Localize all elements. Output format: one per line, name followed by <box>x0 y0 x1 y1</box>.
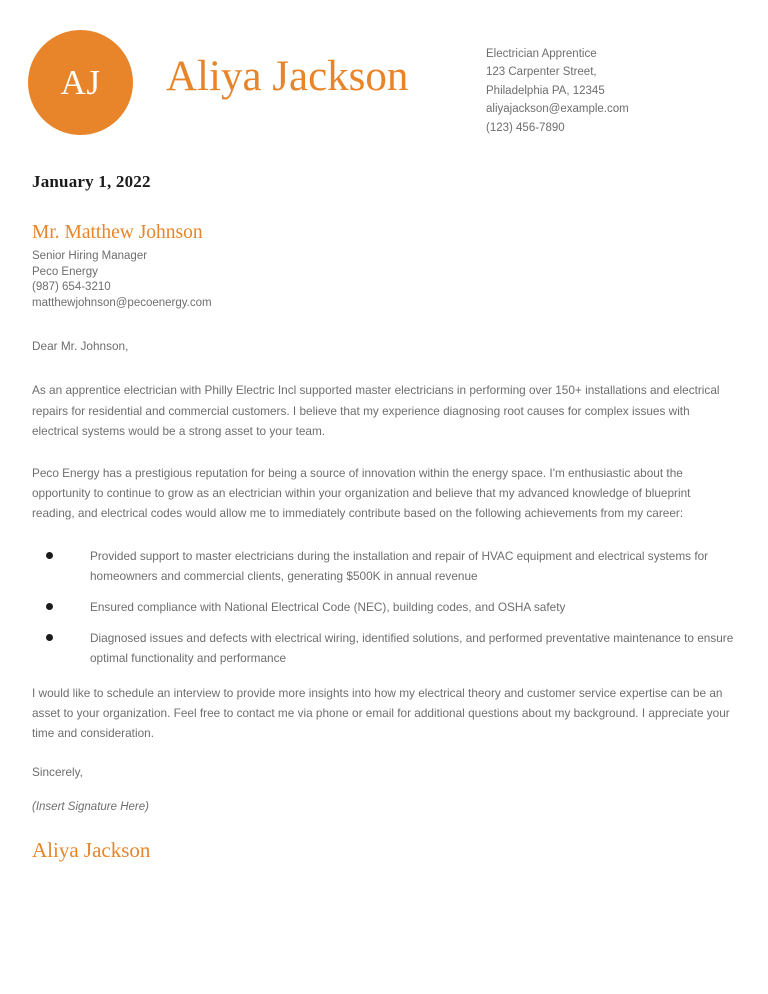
letter-body <box>32 172 736 862</box>
signature-placeholder: (Insert Signature Here) <box>32 801 149 814</box>
recipient-name: Mr. Matthew Johnson <box>32 222 203 243</box>
page-title: Aliya Jackson <box>166 53 409 100</box>
body-paragraph-1: As an apprentice electrician with Philly Electric Incl supported master electricians in performing over 150+ installations and electrical repairs for residential and commercial customers. I believe that my experience diagnosing root causes for complex issues with electrical systems would be a strong asset to your team. <box>32 383 720 438</box>
sign-off: Sincerely, <box>32 765 83 780</box>
bullet-icon <box>46 603 53 610</box>
bullet-icon <box>46 634 53 641</box>
monogram-initials: AJ <box>60 63 101 102</box>
achievements-list <box>32 546 736 669</box>
recipient-email: matthewjohnson@pecoenergy.com <box>32 296 212 309</box>
sender-address-line-1: 123 Carpenter Street, <box>486 66 597 79</box>
salutation: Dear Mr. Johnson, <box>32 339 129 354</box>
sender-contact-block <box>486 45 736 137</box>
recipient-title: Senior Hiring Manager <box>32 250 148 263</box>
monogram-circle <box>28 30 133 135</box>
achievement-text: Provided support to master electricians during the installation and repair of HVAC equipment and electrical systems for homeowners and commercial clients, generating $500K in annual revenue <box>90 548 709 583</box>
body-paragraph-2: Peco Energy has a prestigious reputation for being a source of innovation within the energy space. I'm enthusiastic about the opportunity to continue to grow as an electrician within your organization and believe that my advanced knowledge of blueprint reading, and electrical codes would allow me to immediately contribute based on the following achievements from my career: <box>32 466 691 521</box>
recipient-phone: (987) 654-3210 <box>32 281 111 294</box>
recipient-company: Peco Energy <box>32 265 98 278</box>
list-item <box>46 597 736 617</box>
closing-paragraph: I would like to schedule an interview to provide more insights into how my electrical theory and customer service expertise can be an asset to your organization. Feel free to contact me via phone or email for additional questions about my background. I appreciate your time and consideration. <box>32 685 730 741</box>
letter-header <box>0 0 768 152</box>
list-item <box>46 546 736 586</box>
signature-name: Aliya Jackson <box>32 838 151 863</box>
bullet-icon <box>46 552 53 559</box>
letter-date: January 1, 2022 <box>32 172 151 191</box>
sender-address-line-2: Philadelphia PA, 12345 <box>486 84 605 97</box>
sender-job-title: Electrician Apprentice <box>486 48 597 60</box>
sender-phone: (123) 456-7890 <box>486 121 565 134</box>
achievement-text: Ensured compliance with National Electrical Code (NEC), building codes, and OSHA safety <box>90 600 566 615</box>
recipient-details <box>32 249 736 311</box>
achievement-text: Diagnosed issues and defects with electrical wiring, identified solutions, and performed preventative maintenance to ensure optimal functionality and performance <box>90 631 734 666</box>
monogram-avatar <box>28 30 133 135</box>
list-item <box>46 628 736 668</box>
sender-email: aliyajackson@example.com <box>486 103 629 116</box>
